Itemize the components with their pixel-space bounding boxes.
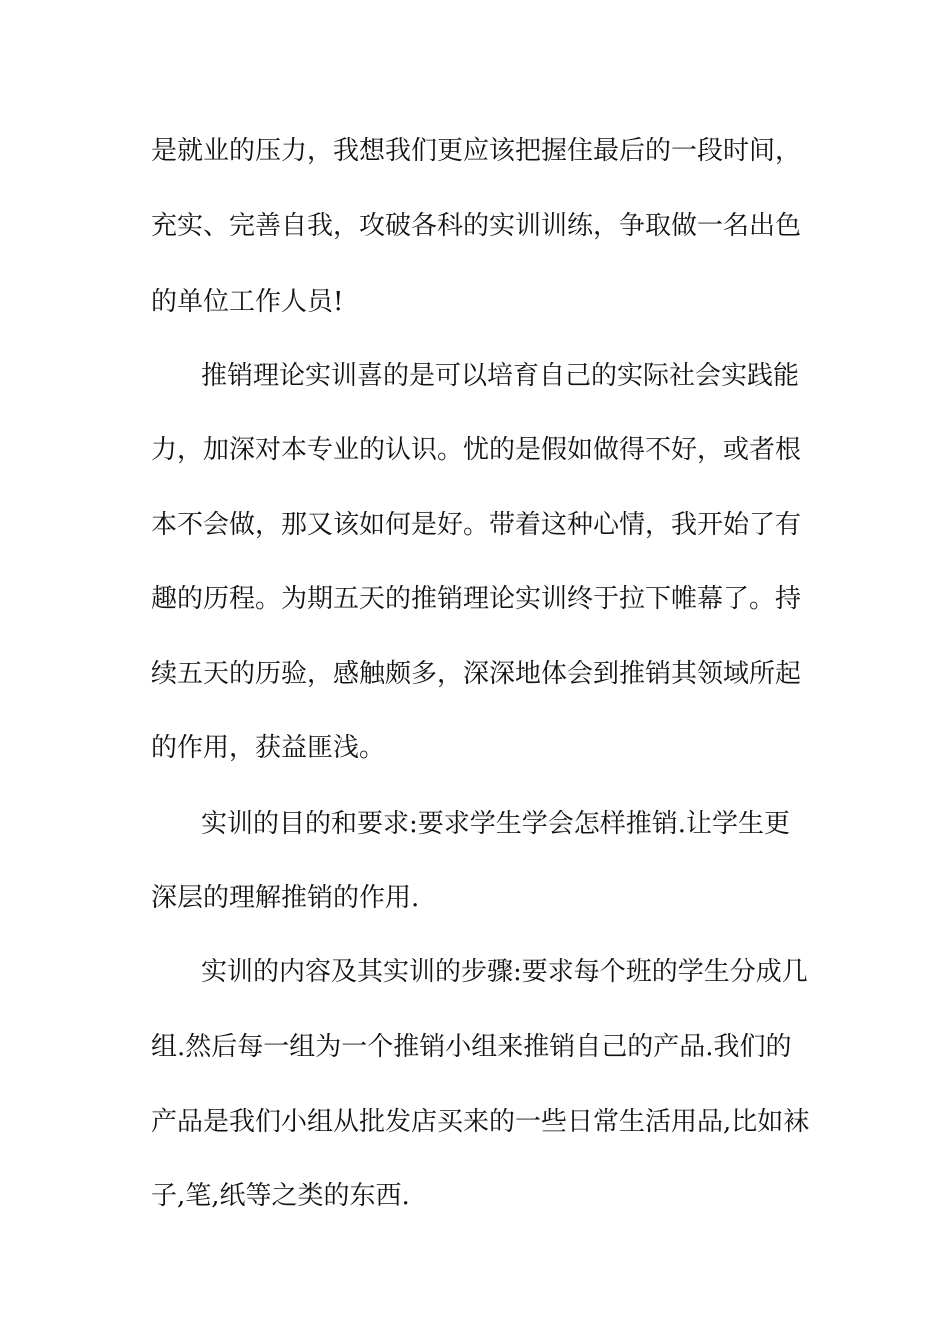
text-line: 的单位工作人员! xyxy=(151,287,344,317)
text-line: 子,笔,纸等之类的东西. xyxy=(151,1181,410,1211)
text-line: 产品是我们小组从批发店买来的一些日常生活用品,比如袜 xyxy=(151,1107,810,1137)
text-line: 是就业的压力，我想我们更应该把握住最后的一段时间， xyxy=(151,136,802,166)
text-line: 深层的理解推销的作用. xyxy=(151,883,420,913)
text-line: 续五天的历验，感触颇多，深深地体会到推销其领域所起 xyxy=(151,659,802,689)
text-line: 本不会做，那又该如何是好。带着这种心情，我开始了有 xyxy=(151,510,802,540)
text-line: 的作用，获益匪浅。 xyxy=(151,733,386,763)
text-line: 力，加深对本专业的认识。忧的是假如做得不好，或者根 xyxy=(151,435,802,465)
paragraph-first-line: 推销理论实训喜的是可以培育自己的实际社会实践能 xyxy=(201,361,800,391)
text-line: 趣的历程。为期五天的推销理论实训终于拉下帷幕了。持 xyxy=(151,584,802,614)
text-line: 充实、完善自我，攻破各科的实训训练，争取做一名出色 xyxy=(151,211,802,241)
paragraph-first-line: 实训的内容及其实训的步骤:要求每个班的学生分成几 xyxy=(201,957,808,987)
text-line: 组.然后每一组为一个推销小组来推销自己的产品.我们的 xyxy=(151,1032,792,1062)
paragraph-first-line: 实训的目的和要求:要求学生学会怎样推销.让学生更 xyxy=(201,809,791,839)
